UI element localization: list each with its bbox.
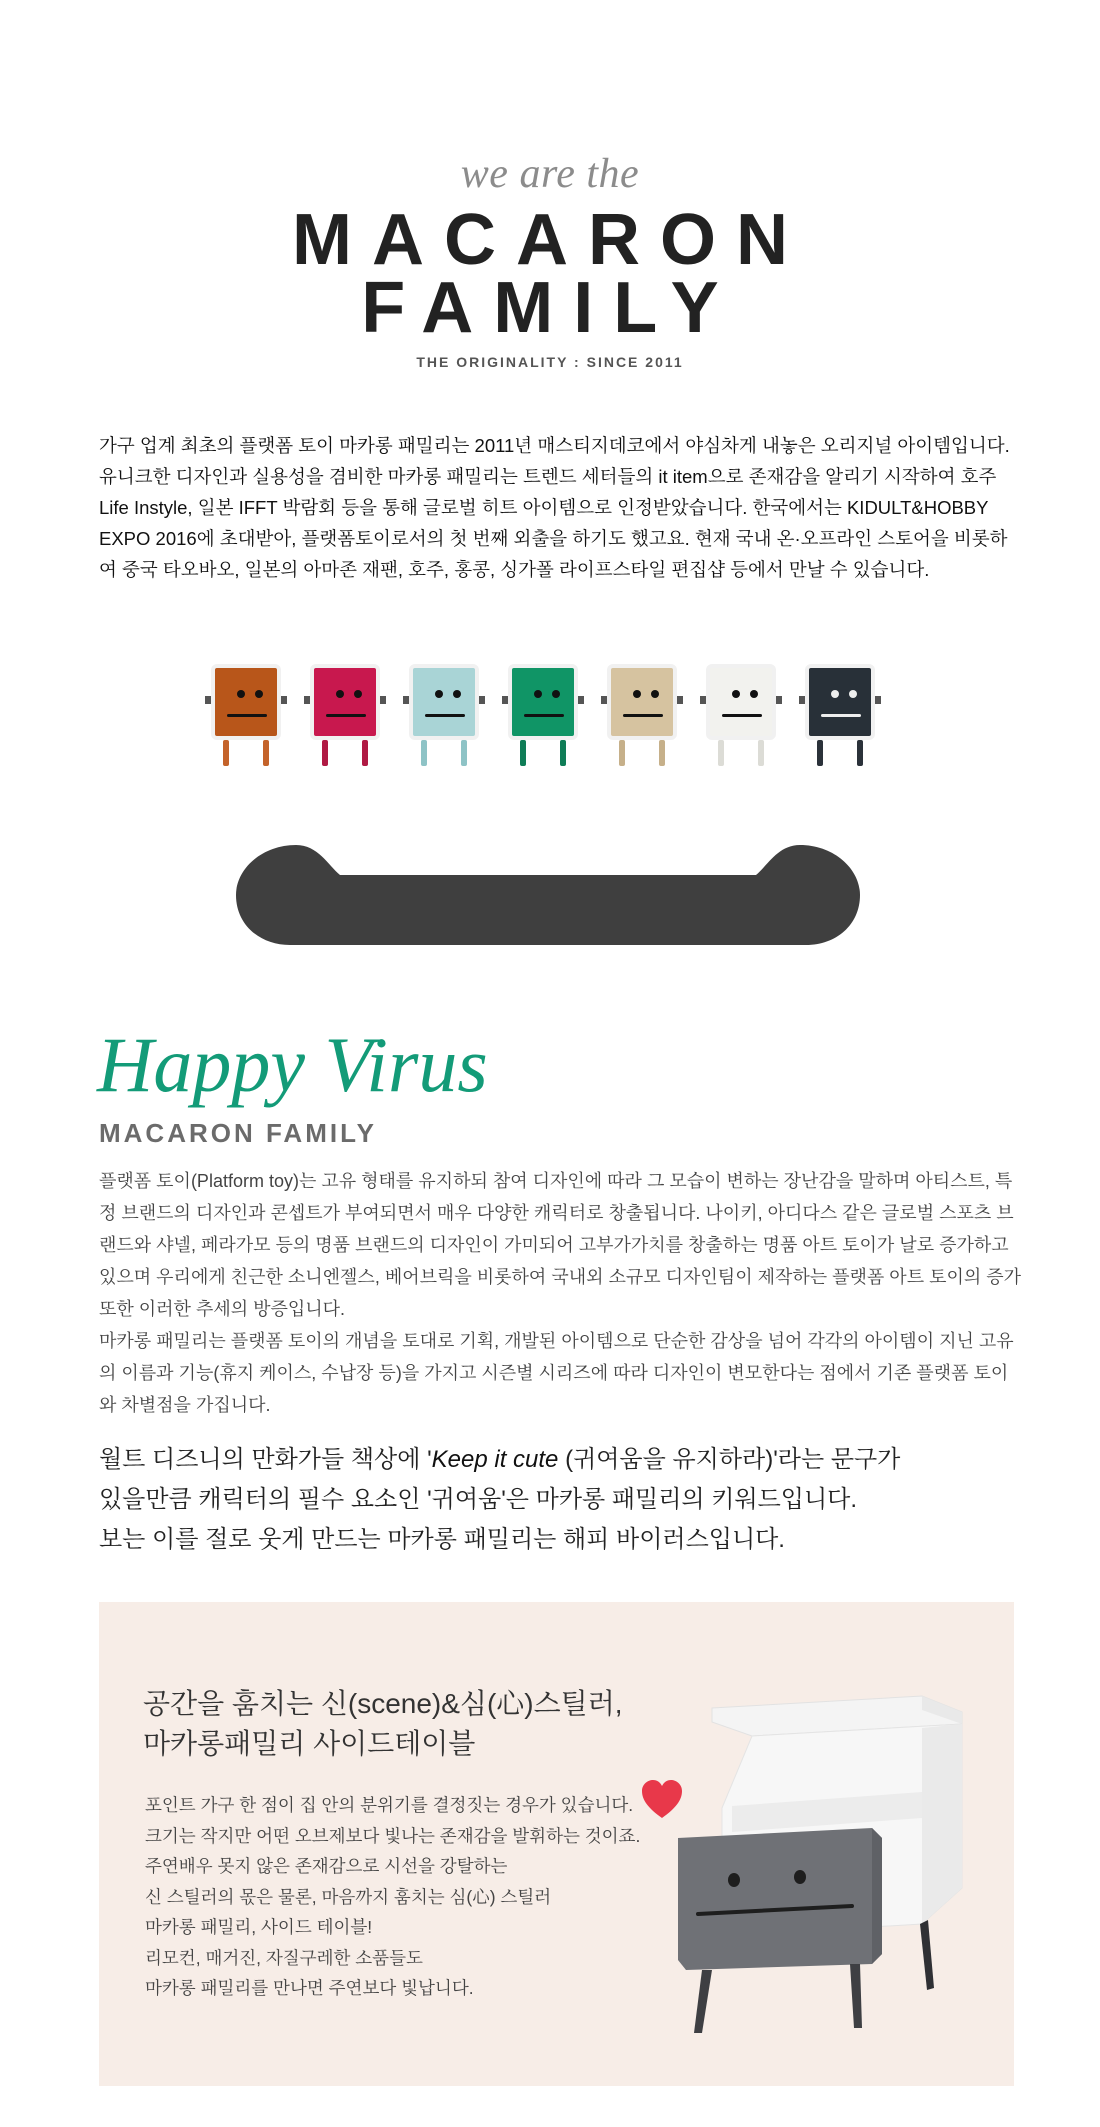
toy-eye xyxy=(831,690,839,698)
toy-knob xyxy=(776,696,782,704)
toy-leg xyxy=(362,740,368,766)
quote-line-2: 있을만큼 캐릭터의 필수 요소인 '귀여움'은 마카롱 패밀리의 키워드입니다. xyxy=(99,1486,858,1513)
happy-virus-subtitle: MACARON FAMILY xyxy=(99,1118,377,1148)
tagline: we are the xyxy=(460,151,640,197)
toy-leg xyxy=(461,740,467,766)
toy-mouth xyxy=(623,714,663,717)
brand-title-line2: FAMILY xyxy=(361,268,739,348)
toy-eye xyxy=(336,690,344,698)
toy-mouth xyxy=(326,714,366,717)
quote-line-3: 보는 이를 절로 웃게 만드는 마카롱 패밀리는 해피 바이러스입니다. xyxy=(99,1526,785,1553)
side-table-line: 주연배우 못지 않은 존재감으로 시선을 강탈하는 xyxy=(145,1856,508,1876)
toy-leg xyxy=(758,740,764,766)
side-table-line: 크기는 작지만 어떤 오브제보다 빛나는 존재감을 발휘하는 것이죠. xyxy=(145,1825,641,1846)
toy-mouth xyxy=(227,714,267,717)
toy-leg xyxy=(263,740,269,766)
side-table-title xyxy=(143,1684,623,1764)
toy-body xyxy=(706,664,776,740)
happy-virus-body xyxy=(99,1165,1024,1421)
toy-orange xyxy=(205,660,287,780)
since-caption: THE ORIGINALITY : SINCE 2011 xyxy=(416,354,684,370)
toy-body xyxy=(607,664,677,740)
toy-eye xyxy=(255,690,263,698)
toy-knob xyxy=(479,696,485,704)
side-table-description xyxy=(145,1790,640,2004)
toy-body xyxy=(310,664,380,740)
toy-lineup-image xyxy=(205,660,905,780)
toy-leg xyxy=(718,740,724,766)
quote-line-1 xyxy=(99,1440,1024,1480)
toy-eye xyxy=(552,690,560,698)
side-table-line: 마카롱 패밀리를 만나면 주연보다 빛납니다. xyxy=(145,1978,474,1998)
side-table-illustration xyxy=(672,1688,972,2038)
toy-charcoal xyxy=(799,660,881,780)
toy-body xyxy=(211,664,281,740)
toy-mouth xyxy=(425,714,465,717)
toy-leg xyxy=(817,740,823,766)
side-table-title-line2: 마카롱패밀리 사이드테이블 xyxy=(143,1728,476,1759)
toy-eye xyxy=(354,690,362,698)
toy-knob xyxy=(677,696,683,704)
toy-eye xyxy=(237,690,245,698)
toy-knob xyxy=(578,696,584,704)
side-table-title-line1: 공간을 훔치는 신(scene)&심(心)스틸러, xyxy=(143,1688,623,1719)
toy-leg xyxy=(857,740,863,766)
quote-pre: 월트 디즈니의 만화가들 책상에 ' xyxy=(99,1446,432,1473)
toy-light-blue xyxy=(403,660,485,780)
toy-knob xyxy=(281,696,287,704)
brand-title-line1: MACARON xyxy=(292,200,808,280)
toy-crimson xyxy=(304,660,386,780)
side-table-line: 포인트 가구 한 점이 집 안의 분위기를 결정짓는 경우가 있습니다. xyxy=(145,1795,634,1815)
toy-body xyxy=(409,664,479,740)
happy-virus-paragraph-2: 마카롱 패밀리는 플랫폼 토이의 개념을 토대로 기획, 개발된 아이템으로 단순한 감상을 넘어 각각의 아이템이 지닌 고유의 이름과 기능(휴지 케이스, 수납장 등)을 가지고 시즌별 시리즈에 따라 디자인이 변모한다는 점에서 기존 플랫폼 토이와 차별점을 가집니다. xyxy=(99,1331,1014,1415)
side-table-line: 마카롱 패밀리, 사이드 테이블! xyxy=(145,1917,373,1937)
toy-leg xyxy=(223,740,229,766)
toy-beige xyxy=(601,660,683,780)
toy-eye xyxy=(534,690,542,698)
intro-paragraph: 가구 업계 최초의 플랫폼 토이 마카롱 패밀리는 2011년 매스티지데코에서 야심차게 내놓은 오리지널 아이템입니다. 유니크한 디자인과 실용성을 겸비한 마카롱 패밀리는 트렌드 세터들의 it item으로 존재감을 알리기 시작하여 호주 Life Instyle, 일본 IFFT 박람회 등을 통해 글로벌 히트 아이템으로 인정받았습니다. 한국에서는 KIDULT&HOBBY EXPO 2016에 초대받아, 플랫폼토이로서의 첫 번째 외출을 하기도 했고요. 현재 국내 온·오프라인 스토어을 비롯하여 중국 타오바오, 일본의 아마존 재팬, 호주, 홍콩, 싱가폴 라이프스타일 편집샵 등에서 만날 수 있습니다. xyxy=(99,435,1010,580)
toy-knob xyxy=(875,696,881,704)
toy-eye xyxy=(732,690,740,698)
toy-mouth xyxy=(524,714,564,717)
toy-eye xyxy=(651,690,659,698)
toy-eye xyxy=(849,690,857,698)
toy-body xyxy=(508,664,578,740)
happy-virus-title: Happy Virus xyxy=(97,1021,488,1108)
happy-virus-paragraph-1: 플랫폼 토이(Platform toy)는 고유 형태를 유지하되 참여 디자인에 따라 그 모습이 변하는 장난감을 말하며 아티스트, 특정 브랜드의 디자인과 콘셉트가 부여되면서 매우 다양한 캐릭터로 창출됩니다. 나이키, 아디다스 같은 글로벌 스포츠 브랜드와 샤넬, 페라가모 등의 명품 브랜드의 디자인이 가미되어 고부가가치를 창출하는 명품 아트 토이가 날로 증가하고 있으며 우리에게 친근한 소니엔젤스, 베어브릭을 비롯하여 국내외 소규모 디자인팀이 제작하는 플랫폼 아트 토이의 증가 또한 이러한 추세의 방증입니다. xyxy=(99,1171,1022,1319)
happy-virus-quote xyxy=(99,1440,1024,1560)
toy-body xyxy=(805,664,875,740)
toy-leg xyxy=(421,740,427,766)
toy-eye xyxy=(435,690,443,698)
divider-handle-shape xyxy=(236,845,860,945)
toy-eye xyxy=(453,690,461,698)
toy-leg xyxy=(619,740,625,766)
quote-emphasis: Keep it cute xyxy=(431,1446,559,1473)
toy-leg xyxy=(322,740,328,766)
toy-white xyxy=(700,660,782,780)
toy-eye xyxy=(750,690,758,698)
quote-post: (귀여움을 유지하라)'라는 문구가 xyxy=(558,1446,901,1473)
toy-leg xyxy=(560,740,566,766)
toy-mouth xyxy=(821,714,861,717)
side-table-line: 신 스틸러의 몫은 물론, 마음까지 훔치는 심(心) 스틸러 xyxy=(145,1886,552,1907)
toy-eye xyxy=(633,690,641,698)
toy-leg xyxy=(659,740,665,766)
toy-mouth xyxy=(722,714,762,717)
toy-knob xyxy=(380,696,386,704)
toy-green xyxy=(502,660,584,780)
toy-leg xyxy=(520,740,526,766)
side-table-line: 리모컨, 매거진, 자질구레한 소품들도 xyxy=(145,1947,423,1968)
